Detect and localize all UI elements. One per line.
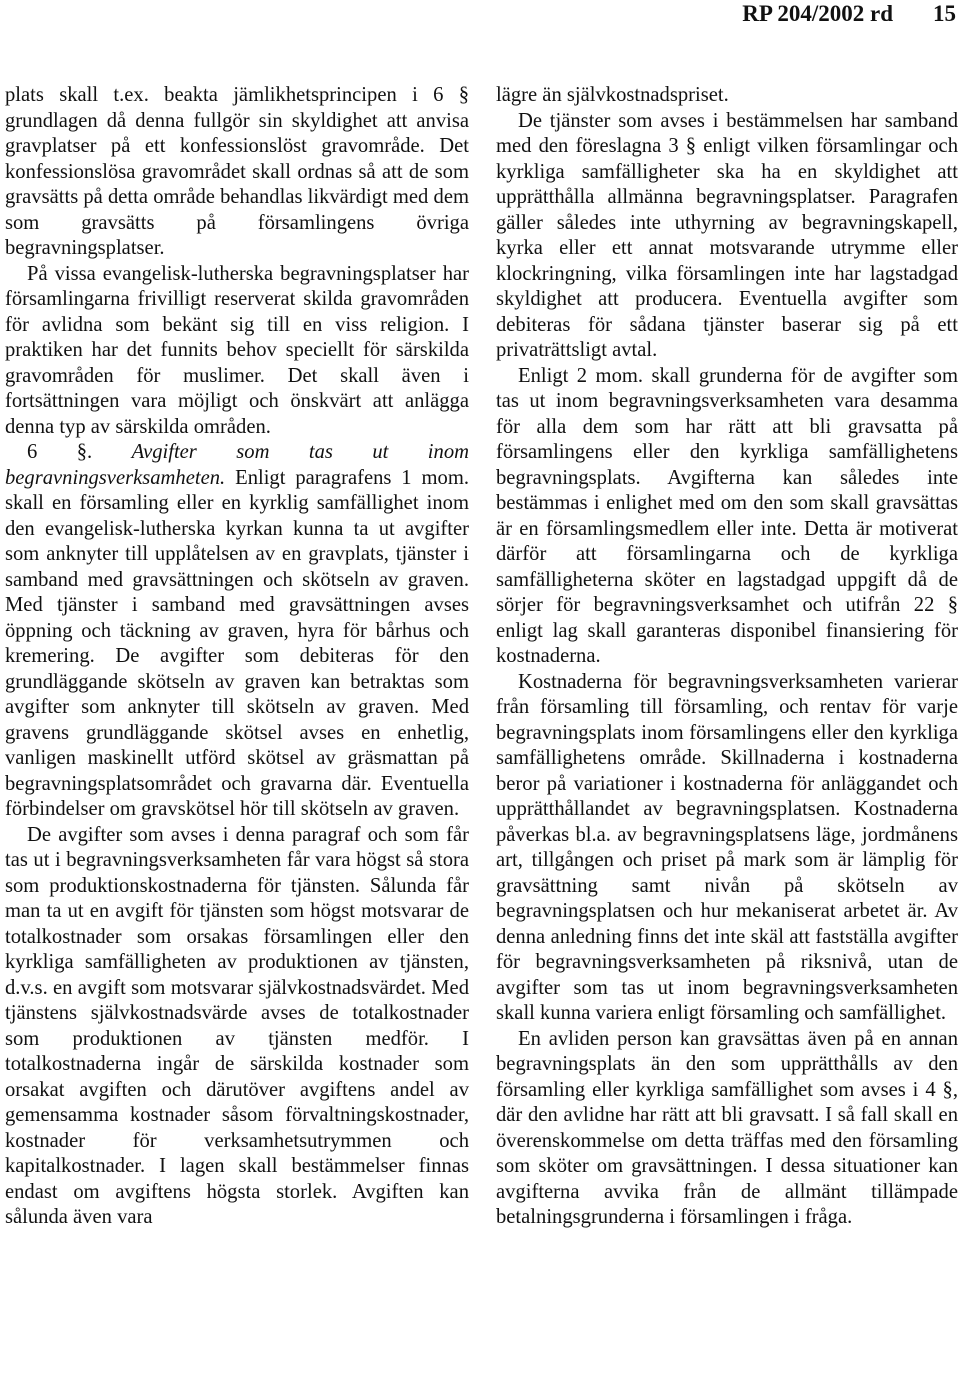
paragraph: De tjänster som avses i bestämmelsen har samband med den föreslagna 3 § enligt vilken församlingar och kyrkliga samfälligheter ska ha en skyldighet att upprätthålla allmänna begravningsplatser. Paragrafen gäller således inte uthyrning av begravningskapell, kyrka eller ett annat motsvarande utrymme eller klockringning, vilka församlingen inte har lagstadgad skyldighet att producera. Eventuella avgifter som debiteras för sådana tjänster baserar sig på ett privaträttsligt avtal. [496,109,958,361]
paragraph: Enligt 2 mom. skall grunderna för de avgifter som tas ut inom begravningsverksamheten vara desamma för alla dem som har rätt att bli gravsatta på församlingens eller den kyrkliga samfällighetens begravningsplats. Avgifterna kan således inte bestämmas i enlighet med om den som skall gravsättas är en församlingsmedlem eller inte. Detta är motiverat därför att församlingarna och de kyrkliga samfälligheterna sköter en lagstadgad uppgift då de sörjer för begravningsverksamhet och utifrån 22 § enligt lag skall garanteras disponibel finansiering för kostnaderna. [496,364,958,667]
left-column [5,83,469,1231]
document-id: RP 204/2002 rd [742,1,893,26]
paragraph: De avgifter som avses i denna paragraf och som får tas ut i begravningsverksamheten får vara högst så stora som produktionskostnaderna för tjänsten. Sålunda får man ta ut en avgift för tjänsten som högst motsvarar de totalkostnader som orsakas församlingen eller den kyrkliga samfälligheten av produktionen av tjänsten, d.v.s. en avgift som motsvarar självkostnadsvärdet. Med tjänstens självkostnadsvärde avses de totalkostnader som produktionen av tjänsten medför. I totalkostnaderna ingår de särskilda kostnader som orsakat avgiften och därutöver avgiftens andel av gemensamma kostnader såsom förvaltningskostnader, kostnader för verksamhetsutrymmen och kapitalkostnader. I lagen skall bestämmelser finnas endast om avgiftens högsta storlek. Avgiften kan sålunda även vara [5,823,469,1228]
paragraph: plats skall t.ex. beakta jämlikhetsprincipen i 6 § grundlagen då denna fullgör sin skyldighet att anvisa gravplatser på ett konfessionslöst gravområde. Det konfessionslösa gravområdet skall ordnas så att de som gravsätts på detta område behandlas likvärdigt med dem som gravsätts på församlingens övriga begravningsplatser. [5,84,469,259]
paragraph: En avliden person kan gravsättas även på en annan begravningsplats än den som upprätthålls av den församling eller kyrkliga samfällighet som avses i 4 §, där den avlidne har rätt att bli gravsatt. I så fall skall en överenskommelse om detta träffas med den församling som sköter om gravsättningen. I dessa situationer kan avgifterna avvika från de allmänt tillämpade betalningsgrunderna i församlingen i fråga. [496,1027,958,1228]
section-number: 6 §. [27,441,93,463]
page-number: 15 [933,1,956,26]
section-heading: Avgifter som tas ut inom begravningsverksamheten. [5,441,469,489]
right-column [496,83,958,1231]
section-paragraph [5,440,469,823]
paragraph: Kostnaderna för begravningsverksamheten varierar från församling till församling, och rentav för varje begravningsplats inom församlingens eller den kyrkliga samfällighetens område. Skillnaderna i kostnaderna beror på variationer i kostnaderna för anläggandet och upprätthållandet av begravningsplatsen. Kostnaderna påverkas bl.a. av begravningsplatsens läge, jordmånens art, tillgången och priset på mark som är lämplig för gravsättning samt nivån på skötseln av begravningsplatsen och hur mekaniserat arbetet är. Av denna anledning finns det inte skäl att fastställa avgifter för begravningsverksamheten på riksnivå, utan de avgifter som tas ut inom begravningsverksamheten skall kunna variera enligt församling och samfällighet. [496,670,958,1024]
paragraph: På vissa evangelisk-lutherska begravningsplatser har församlingarna frivilligt reserverat skilda gravområden för avlidna som bekänt sig till en viss religion. I praktiken har det funnits behov speciellt för särskilda gravområden för muslimer. Det skall även i fortsättningen vara möjligt och önskvärt att anlägga denna typ av särskilda områden. [5,262,469,438]
paragraph: lägre än självkostnadspriset. [496,84,729,106]
page-header [0,1,960,31]
section-body: Enligt paragrafens 1 mom. skall en församling eller en kyrklig samfällighet inom den evangelisk-lutherska kyrkan kunna ta ut avgifter som anknyter till upplåtelsen av en gravplats, tjänster i samband med gravsättningen och skötseln av graven. Med tjänster i samband med gravsättningen avses öppning och täckning av graven, hyra för bårhus och kremering. De avgifter som debiteras för den grundläggande skötseln av graven kan betraktas som avgifter som anknyter till skötseln av graven. Med gravens grundläggande skötsel avses en enhetlig, vanligen maskinellt utförd skötsel av gräsmattan på begravningsplatsområdet och gravarna där. Eventuella förbindelser om gravskötsel hör till skötseln av graven. [5,466,469,820]
